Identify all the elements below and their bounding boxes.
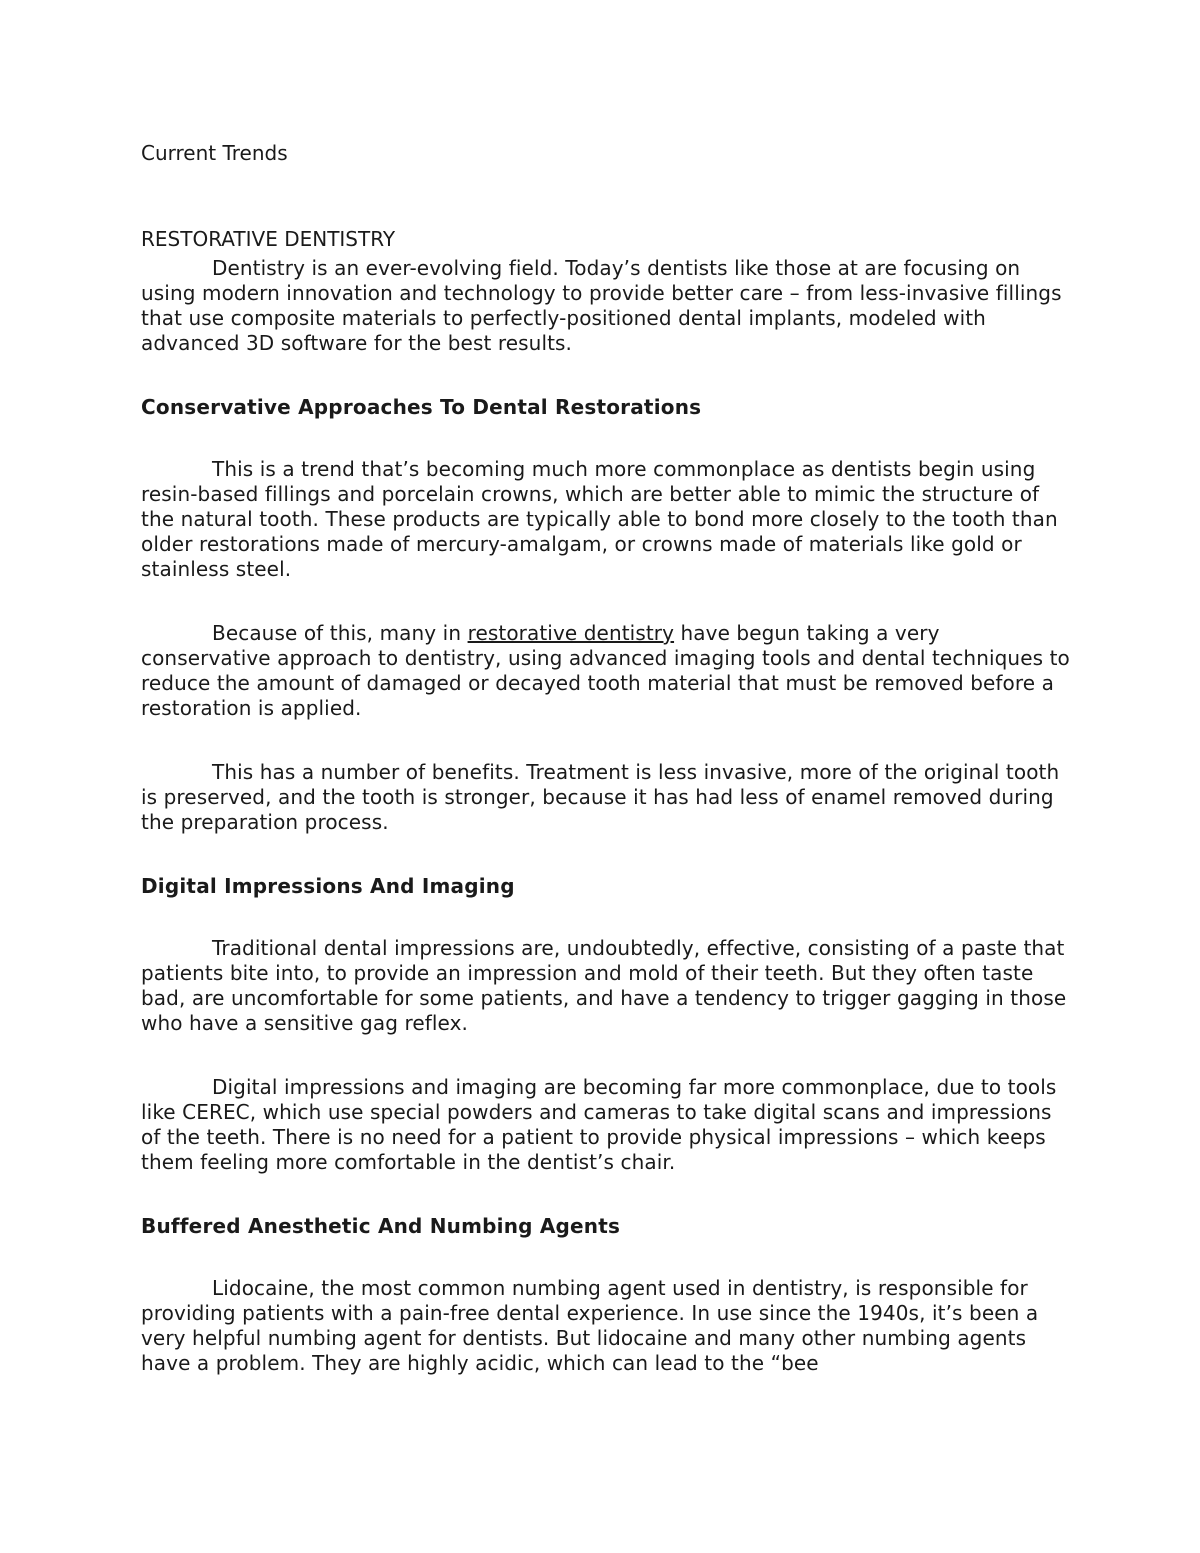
digital-heading: Digital Impressions And Imaging (141, 874, 515, 898)
conservative-paragraph-3: This has a number of benefits. Treatment is less invasive, more of the original tooth is preserved, and the tooth is stronger, because it has had less of enamel removed during the preparation process. (141, 760, 1060, 834)
section-label: RESTORATIVE DENTISTRY (141, 227, 396, 251)
restorative-dentistry-link[interactable]: restorative dentistry (467, 621, 675, 645)
conservative-paragraph-2-before: Because of this, many in (212, 621, 468, 645)
buffered-heading: Buffered Anesthetic And Numbing Agents (141, 1214, 621, 1238)
conservative-paragraph-2-after: have begun taking a very conservative approach to dentistry, using advanced imaging tools and dental techniques to reduce the amount of damaged or decayed tooth material that must be removed before a restoration is applied. (141, 621, 1070, 720)
digital-paragraph-1: Traditional dental impressions are, undoubtedly, effective, consisting of a paste that patients bite into, to provide an impression and mold of their teeth. But they often taste bad, are uncomfortable for some patients, and have a tendency to trigger gagging in those who have a sensitive gag reflex. (141, 936, 1067, 1035)
digital-paragraph-2: Digital impressions and imaging are becoming far more commonplace, due to tools like CEREC, which use special powders and cameras to take digital scans and impressions of the teeth. There is no need for a patient to provide physical impressions – which keeps them feeling more comfortable in the dentist’s chair. (141, 1075, 1057, 1174)
document-page (141, 139, 1071, 1376)
intro-paragraph: Dentistry is an ever-evolving field. Today’s dentists like those at are focusing on using modern innovation and technology to provide better care – from less-invasive fillings that use composite materials to perfectly-positioned dental implants, modeled with advanced 3D software for the best results. (141, 256, 1062, 355)
buffered-paragraph-1: Lidocaine, the most common numbing agent used in dentistry, is responsible for providing patients with a pain-free dental experience. In use since the 1940s, it’s been a very helpful numbing agent for dentists. But lidocaine and many other numbing agents have a problem. They are highly acidic, which can lead to the “bee (141, 1276, 1039, 1375)
conservative-heading: Conservative Approaches To Dental Restorations (141, 395, 702, 419)
conservative-paragraph-1: This is a trend that’s becoming much more commonplace as dentists begin using resin-based fillings and porcelain crowns, which are better able to mimic the structure of the natural tooth. These products are typically able to bond more closely to the tooth than older restorations made of mercury-amalgam, or crowns made of materials like gold or stainless steel. (141, 457, 1058, 581)
conservative-paragraph-2 (141, 621, 1071, 721)
document-title: Current Trends (141, 141, 288, 165)
